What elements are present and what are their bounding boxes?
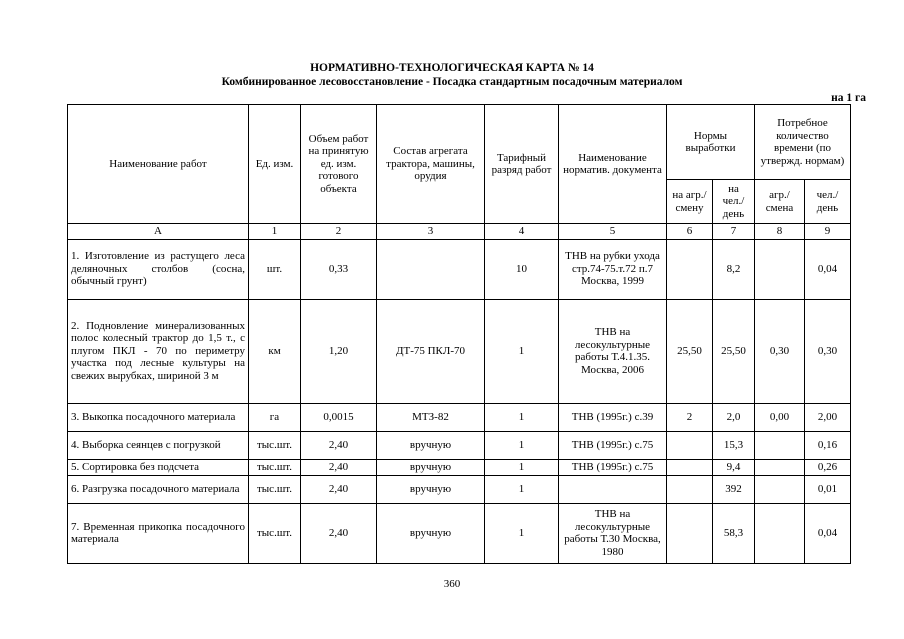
cell-volume: 2,40 — [301, 475, 377, 503]
cell-norm-man: 392 — [713, 475, 755, 503]
page-number: 360 — [443, 578, 461, 590]
column-number-row — [68, 224, 851, 240]
cell-grade: 1 — [485, 475, 559, 503]
header-time-man: чел./ день — [805, 180, 851, 224]
cell-time-man: 0,16 — [805, 431, 851, 459]
header-norms-man: на чел./ день — [713, 180, 755, 224]
cell-volume: 0,33 — [301, 239, 377, 299]
cell-document: ТНВ на рубки ухода стр.74-75.т.72 п.7 Москва, 1999 — [559, 239, 667, 299]
table-row — [68, 459, 851, 475]
table-row — [68, 431, 851, 459]
table-row — [68, 299, 851, 403]
cell-time-agr — [755, 431, 805, 459]
cell-norm-man: 8,2 — [713, 239, 755, 299]
cell-unit: тыс.шт. — [249, 475, 301, 503]
cell-time-agr — [755, 503, 805, 563]
cell-norm-agr — [667, 475, 713, 503]
cell-aggregate: ДТ-75 ПКЛ-70 — [377, 299, 485, 403]
cell-document: ТНВ на лесокультурные работы Т.30 Москва, 1980 — [559, 503, 667, 563]
cell-norm-agr — [667, 459, 713, 475]
cell-aggregate: вручную — [377, 475, 485, 503]
cell-time-agr: 0,30 — [755, 299, 805, 403]
column-number: 5 — [559, 224, 667, 240]
cell-grade: 1 — [485, 459, 559, 475]
column-number: 7 — [713, 224, 755, 240]
cell-time-agr: 0,00 — [755, 403, 805, 431]
column-number: 6 — [667, 224, 713, 240]
header-volume: Объем работ на принятую ед. изм. готового объекта — [301, 105, 377, 224]
cell-time-man: 0,30 — [805, 299, 851, 403]
cell-work: 1. Изготовление из растущего леса деляночных столбов (сосна, обычный грунт) — [68, 239, 249, 299]
cell-grade: 10 — [485, 239, 559, 299]
cell-grade: 1 — [485, 431, 559, 459]
header-grade: Тарифный разряд работ — [485, 105, 559, 224]
cell-document: ТНВ на лесокультурные работы Т.4.1.35. Москва, 2006 — [559, 299, 667, 403]
cell-norm-man: 15,3 — [713, 431, 755, 459]
cell-norm-agr — [667, 503, 713, 563]
header-document: Наименование норматив. документа — [559, 105, 667, 224]
cell-volume: 2,40 — [301, 503, 377, 563]
cell-work: 4. Выборка сеянцев с погрузкой — [68, 431, 249, 459]
table-row — [68, 239, 851, 299]
cell-unit: тыс.шт. — [249, 459, 301, 475]
cell-aggregate: вручную — [377, 503, 485, 563]
cell-document: ТНВ (1995г.) с.75 — [559, 431, 667, 459]
cell-aggregate — [377, 239, 485, 299]
cell-unit: тыс.шт. — [249, 431, 301, 459]
header-norms: Нормы выработки — [667, 105, 755, 180]
cell-unit: шт. — [249, 239, 301, 299]
header-time-required: Потребное количество времени (по утвержд. нормам) — [755, 105, 851, 180]
cell-work: 5. Сортировка без подсчета — [68, 459, 249, 475]
cell-work: 2. Подновление минерализованных полос колесный трактор до 1,5 т., с плугом ПКЛ - 70 по периметру участка под лесные культуры на свежих вырубках, шириной 3 м — [68, 299, 249, 403]
header-unit: Ед. изм. — [249, 105, 301, 224]
cell-time-agr — [755, 459, 805, 475]
cell-work: 3. Выкопка посадочного материала — [68, 403, 249, 431]
cell-grade: 1 — [485, 299, 559, 403]
cell-volume: 2,40 — [301, 431, 377, 459]
cell-document: ТНВ (1995г.) с.75 — [559, 459, 667, 475]
header-aggregate: Состав агрегата трактора, машины, орудия — [377, 105, 485, 224]
cell-norm-agr: 2 — [667, 403, 713, 431]
column-number: 3 — [377, 224, 485, 240]
header-norms-agr: на агр./ смену — [667, 180, 713, 224]
cell-time-man: 0,04 — [805, 239, 851, 299]
cell-work: 6. Разгрузка посадочного материала — [68, 475, 249, 503]
cell-grade: 1 — [485, 403, 559, 431]
cell-volume: 0,0015 — [301, 403, 377, 431]
cell-volume: 2,40 — [301, 459, 377, 475]
card-title: НОРМАТИВНО-ТЕХНОЛОГИЧЕСКАЯ КАРТА № 14 — [310, 62, 594, 74]
table-row — [68, 475, 851, 503]
cell-work: 7. Временная прикопка посадочного материала — [68, 503, 249, 563]
cell-norm-man: 25,50 — [713, 299, 755, 403]
table-row — [68, 403, 851, 431]
cell-time-agr — [755, 239, 805, 299]
cell-time-man: 0,04 — [805, 503, 851, 563]
cell-time-man: 0,01 — [805, 475, 851, 503]
column-number: 9 — [805, 224, 851, 240]
per-unit-label: на 1 га — [831, 92, 866, 104]
cell-norm-man: 9,4 — [713, 459, 755, 475]
cell-norm-man: 2,0 — [713, 403, 755, 431]
cell-document: ТНВ (1995г.) с.39 — [559, 403, 667, 431]
table-row — [68, 503, 851, 563]
column-number: 1 — [249, 224, 301, 240]
cell-volume: 1,20 — [301, 299, 377, 403]
card-subtitle: Комбинированное лесовосстановление - Посадка стандартным посадочным материалом — [221, 76, 683, 88]
header-work-name: Наименование работ — [68, 105, 249, 224]
cell-norm-man: 58,3 — [713, 503, 755, 563]
column-number: А — [68, 224, 249, 240]
cell-unit: км — [249, 299, 301, 403]
column-number: 4 — [485, 224, 559, 240]
cell-aggregate: МТЗ-82 — [377, 403, 485, 431]
cell-unit: га — [249, 403, 301, 431]
cell-aggregate: вручную — [377, 459, 485, 475]
cell-grade: 1 — [485, 503, 559, 563]
cell-time-man: 0,26 — [805, 459, 851, 475]
cell-unit: тыс.шт. — [249, 503, 301, 563]
cell-norm-agr — [667, 239, 713, 299]
cell-norm-agr: 25,50 — [667, 299, 713, 403]
cell-time-man: 2,00 — [805, 403, 851, 431]
header-time-agr: агр./ смена — [755, 180, 805, 224]
cell-document — [559, 475, 667, 503]
norms-table — [67, 104, 851, 564]
column-number: 8 — [755, 224, 805, 240]
cell-norm-agr — [667, 431, 713, 459]
column-number: 2 — [301, 224, 377, 240]
cell-time-agr — [755, 475, 805, 503]
cell-aggregate: вручную — [377, 431, 485, 459]
